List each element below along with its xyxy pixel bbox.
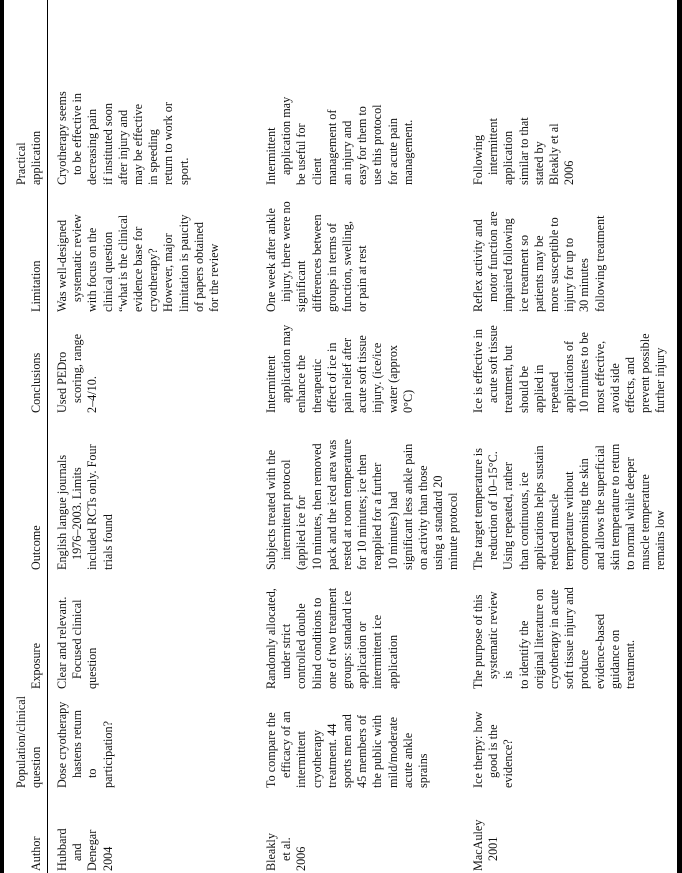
cell-text-line: patients may be	[531, 235, 546, 312]
cell-text-line: mild/moderate	[385, 716, 400, 788]
cell-text-line: effects, and	[623, 357, 638, 413]
cell-text-line: sprains	[416, 753, 431, 788]
cell-text-line: one of two treatment	[324, 587, 339, 689]
cell-text-line: easy for them to	[355, 106, 370, 185]
cell-text-line: injury. (ice/ice	[370, 342, 385, 413]
cell-text-line: water (approx	[385, 344, 400, 413]
cell-text-line: evidence-based	[592, 613, 607, 689]
cell-text-line: 0°C)	[400, 389, 415, 413]
cell-text-line: 2006	[562, 160, 577, 185]
cell-text-line: skin temperature to return	[607, 443, 622, 570]
cell-text-line: participation?	[100, 720, 115, 788]
cell-text-line: decreasing pain	[85, 108, 100, 185]
cell-practical	[471, 77, 669, 187]
cell-text-line: or pain at rest	[355, 245, 370, 312]
header-author	[10, 799, 44, 873]
cell-text-line: To compare the	[264, 712, 278, 788]
table-row	[55, 0, 222, 873]
cell-text-line: soft tissue injury and	[562, 587, 577, 689]
cell-text-line: application may	[279, 324, 294, 403]
cell-text-line: following treatment	[592, 215, 607, 312]
cell-text-line: similar to that	[516, 117, 531, 185]
cell-text-line: efficacy of an	[279, 711, 294, 778]
cell-population	[471, 700, 669, 790]
cell-text-line: treatment.	[623, 639, 638, 689]
cell-text-line: pack and the iced area was	[324, 439, 339, 570]
cell-text-line: Clear and relevant.	[55, 596, 69, 689]
cell-text-line: rested at room temperature	[340, 439, 355, 570]
cell-limitation	[264, 196, 462, 314]
cell-text-line: using a standard 20	[431, 475, 446, 570]
cell-text-line: function, swelling,	[340, 220, 355, 312]
cell-text-line: to identify the	[516, 620, 531, 689]
cell-text-line: Cryotherapy seems	[55, 91, 69, 185]
cell-text-line: 2001	[486, 836, 501, 861]
cell-conclusions	[264, 323, 462, 415]
header-rule	[47, 0, 48, 873]
cell-text-line: and allows the superficial	[592, 445, 607, 570]
cell-text-line: impaired following	[501, 218, 516, 312]
cell-text-line: acute soft tissue	[355, 335, 370, 413]
cell-text-line: for 10 minutes; ice then	[355, 454, 370, 570]
cell-text-line: pain relief after	[340, 337, 355, 413]
cell-text-line: be useful for	[294, 123, 309, 185]
cell-text-line: Using repeated, rather	[501, 462, 516, 570]
cell-text-line: Population/clinical	[13, 695, 28, 788]
cell-text-line: question	[85, 647, 100, 689]
cell-text-line: limitation is paucity	[176, 214, 191, 312]
cell-text-line: cryotherapy?	[146, 248, 161, 312]
cell-text-line: question	[28, 746, 43, 788]
header-conclusions	[10, 323, 44, 415]
cell-text-line: evidence?	[501, 739, 516, 788]
cell-text-line: One week after ankle	[264, 208, 278, 312]
cell-text-line: application	[385, 634, 400, 689]
cell-text-line: sports men and	[340, 714, 355, 788]
header-exposure	[10, 581, 44, 691]
cell-text-line: Ice therpy: how	[471, 711, 485, 788]
cell-exposure	[471, 581, 669, 691]
cell-text-line: should be	[516, 365, 531, 413]
cell-text-line: 2–4/10.	[85, 376, 100, 413]
cell-text-line: hastens return to	[70, 709, 100, 778]
cell-text-line: 10 minutes, then removed	[309, 443, 324, 570]
cell-text-line: cryotherapy	[309, 729, 324, 788]
cell-text-line: reduction of 10–15°C.	[486, 451, 501, 560]
cell-practical	[55, 77, 222, 187]
cell-text-line: application	[28, 130, 43, 185]
cell-text-line: management.	[400, 119, 415, 185]
cell-text-line: under strict	[279, 623, 294, 679]
table-row	[471, 0, 669, 873]
cell-text-line: remains low	[653, 510, 668, 570]
cell-text-line: Dose cryotherapy	[55, 701, 69, 788]
cell-text-line: Intermittent	[264, 355, 278, 413]
cell-text-line: avoid side	[607, 363, 622, 413]
cell-text-line: application	[501, 130, 516, 185]
cell-text-line: blind conditions to	[309, 597, 324, 689]
cell-text-line: evidence base for	[131, 226, 146, 312]
cell-text-line: if instituted soon	[100, 103, 115, 185]
cell-text-line: However, major	[161, 233, 176, 312]
cell-text-line: the public with	[370, 714, 385, 788]
cell-text-line: effect of ice in	[324, 342, 339, 413]
cell-text-line: 2004	[100, 846, 115, 871]
cell-text-line: groups in terms of	[324, 222, 339, 312]
cell-text-line: in speeding	[146, 129, 161, 185]
cell-text-line: management of	[324, 109, 339, 185]
cell-text-line: Bleakly	[264, 833, 278, 871]
cell-text-line: 10 minutes) had	[385, 491, 400, 570]
cell-text-line: 1976–2003. Limits	[70, 467, 85, 560]
cell-text-line: sport.	[176, 157, 191, 185]
cell-text-line: acute soft tissue	[486, 325, 501, 403]
cell-text-line: (applied ice for	[294, 495, 309, 570]
cell-text-line: intermittent ice	[370, 614, 385, 689]
cell-text-line: injury, there were no	[279, 201, 294, 302]
cell-text-line: Bleakly et al	[547, 123, 562, 185]
cell-text-line: Randomly allocated,	[264, 588, 278, 689]
table-row	[264, 0, 462, 873]
cell-text-line: trials found	[100, 514, 115, 570]
cell-text-line: 2006	[294, 846, 309, 871]
cell-text-line: enhance the	[294, 355, 309, 413]
cell-text-line: Conclusions	[28, 352, 43, 413]
cell-text-line: differences between	[309, 214, 324, 312]
cell-text-line: repeated	[547, 371, 562, 413]
cell-text-line: groups: standard ice	[340, 590, 355, 689]
cell-text-line: treatment. 44	[324, 723, 339, 788]
cell-text-line: than continuous, ice	[516, 472, 531, 570]
cell-text-line: more susceptible to	[547, 217, 562, 312]
cell-text-line: scoring, range	[70, 333, 85, 403]
cell-text-line: therapeutic	[309, 358, 324, 413]
cell-text-line: treatment, but	[501, 345, 516, 413]
header-outcome	[10, 424, 44, 572]
cell-text-line: to normal while deeper	[623, 457, 638, 570]
table-header-row	[10, 0, 44, 873]
cell-text-line: intermittent	[486, 118, 501, 175]
cell-outcome	[264, 424, 462, 572]
cell-text-line: The purpose of this	[471, 594, 485, 689]
cell-text-line: Subjects treated with the	[264, 449, 278, 570]
cell-exposure	[264, 581, 462, 691]
cell-text-line: Outcome	[28, 525, 43, 570]
cell-text-line: significant	[294, 260, 309, 312]
cell-text-line: good is the	[486, 724, 501, 778]
cell-text-line: after injury and	[115, 109, 130, 185]
cell-author	[264, 799, 462, 873]
cell-text-line: for acute pain	[385, 118, 400, 185]
cell-author	[55, 799, 222, 873]
cell-conclusions	[55, 323, 222, 415]
cell-limitation	[55, 196, 222, 314]
cell-text-line: systematic review	[70, 214, 85, 302]
cell-author	[471, 799, 669, 873]
cell-text-line: 10 minutes to be	[577, 332, 592, 413]
cell-text-line: controlled double	[294, 603, 309, 689]
cell-text-line: original literature on	[531, 588, 546, 689]
cell-text-line: Limitation	[28, 260, 43, 312]
cell-text-line: intermittent protocol	[279, 459, 294, 560]
cell-text-line: Focused clinical	[70, 599, 85, 679]
cell-text-line: English langue journals	[55, 454, 69, 570]
cell-text-line: application may	[279, 96, 294, 175]
cell-text-line: Reflex activity and	[471, 219, 485, 312]
cell-text-line: Ice is effective in	[471, 328, 485, 413]
header-population	[10, 695, 44, 790]
cell-text-line: acute ankle	[400, 732, 415, 788]
cell-text-line: return to work or	[161, 102, 176, 185]
cell-text-line: intermittent	[294, 731, 309, 788]
cell-exposure	[55, 581, 222, 691]
cell-text-line: most effective,	[592, 340, 607, 413]
cell-text-line: with focus on the	[85, 227, 100, 312]
cell-text-line: compromising the skin	[577, 458, 592, 570]
cell-text-line: reduced muscle	[547, 493, 562, 570]
header-limitation	[10, 196, 44, 314]
cell-text-line: temperature without	[562, 471, 577, 570]
cell-text-line: Exposure	[28, 642, 43, 689]
cell-text-line: Hubbard	[55, 828, 69, 871]
cell-text-line: 45 members of	[355, 714, 370, 788]
cell-text-line: applications helps sustain	[531, 445, 546, 570]
cell-text-line: “what is the clinical	[115, 214, 130, 312]
cell-text-line: clinical question	[100, 231, 115, 312]
cell-text-line: use this protocol	[370, 104, 385, 185]
cell-text-line: Intermittent	[264, 127, 278, 185]
cell-text-line: to be effective in	[70, 92, 85, 175]
table-top-rule	[0, 0, 4, 873]
cell-text-line: reapplied for a further	[370, 462, 385, 570]
cell-text-line: Used PEDro	[55, 351, 69, 413]
cell-text-line: guidance on	[607, 629, 622, 689]
cell-conclusions	[471, 323, 669, 415]
cell-text-line: included RCTs only. Four	[85, 444, 100, 570]
cell-text-line: of papers obtained	[191, 221, 206, 312]
cell-text-line: Practical	[13, 142, 28, 185]
cell-text-line: cryotherapy in acute	[547, 589, 562, 689]
cell-text-line: applications of	[562, 340, 577, 413]
cell-text-line: Author	[28, 836, 43, 871]
cell-text-line: et al.	[279, 837, 294, 861]
cell-text-line: an injury and	[340, 120, 355, 185]
cell-practical	[264, 77, 462, 187]
cell-text-line: may be effective	[131, 104, 146, 185]
cell-text-line: for the review	[207, 243, 222, 312]
cell-text-line: The target temperature is	[471, 448, 485, 570]
cell-text-line: injury for up to	[562, 237, 577, 312]
cell-population	[264, 700, 462, 790]
cell-text-line: on activity than those	[416, 465, 431, 570]
cell-text-line: stated by	[531, 141, 546, 185]
cell-outcome	[471, 424, 669, 572]
cell-text-line: ice treatment so	[516, 234, 531, 312]
cell-text-line: systematic review is	[486, 591, 516, 679]
cell-text-line: application or	[355, 621, 370, 689]
cell-text-line: minute protocol	[446, 492, 461, 570]
cell-text-line: Was well-designed	[55, 219, 69, 312]
cell-text-line: further injury	[653, 347, 668, 413]
cell-text-line: and	[70, 843, 85, 861]
cell-limitation	[471, 196, 669, 314]
header-practical-application	[10, 77, 44, 187]
cell-population	[55, 700, 222, 790]
cell-text-line: produce	[577, 649, 592, 689]
cell-text-line: Following	[471, 134, 485, 185]
cell-text-line: significant less ankle pain	[400, 443, 415, 570]
cell-text-line: MacAuley	[471, 819, 485, 871]
cell-text-line: prevent possible	[638, 333, 653, 413]
table-bottom-rule	[677, 0, 682, 873]
cell-outcome	[55, 424, 222, 572]
cell-text-line: Denegar	[85, 829, 100, 871]
cell-text-line: motor function are	[486, 211, 501, 302]
cell-text-line: applied in	[531, 364, 546, 413]
cell-text-line: muscle temperature	[638, 474, 653, 570]
cell-text-line: client	[309, 157, 324, 185]
cell-text-line: 30 minutes	[577, 258, 592, 312]
